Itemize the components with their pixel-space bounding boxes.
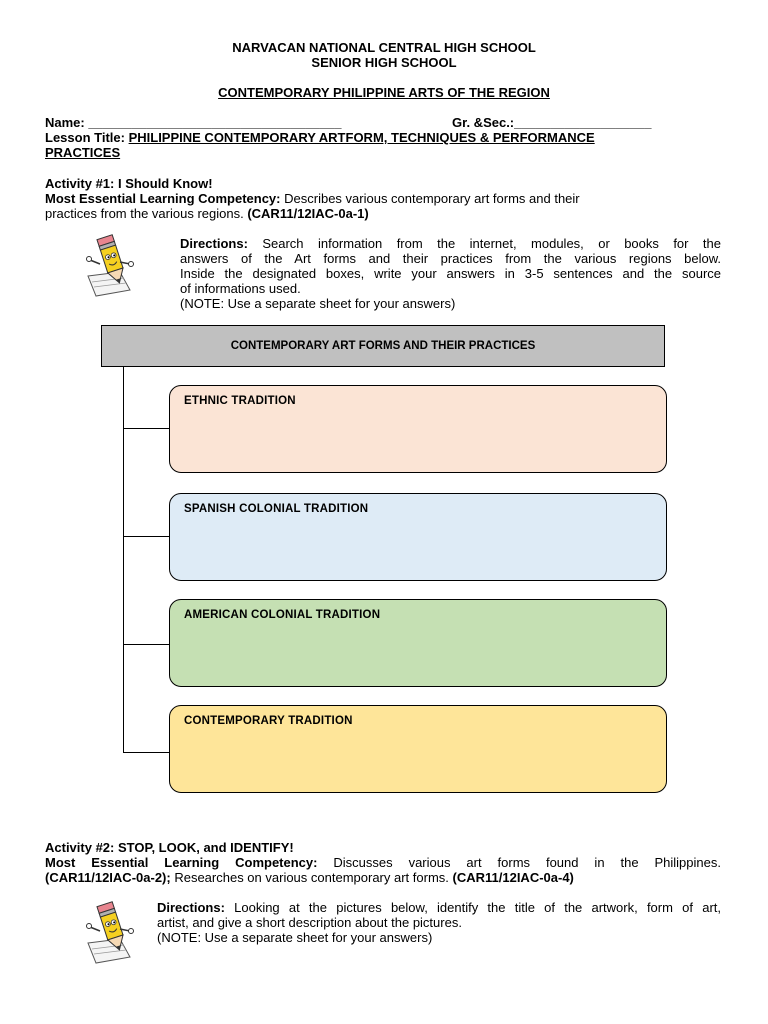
name-label: Name: [45, 115, 85, 130]
activity2-melc-code1: (CAR11/12IAC-0a-2); [45, 870, 171, 885]
connector-ethnic [123, 428, 169, 429]
activity2-melc-text1: Discusses various art forms found in the Philippines. [333, 855, 721, 870]
answer-box-ethnic[interactable] [169, 385, 667, 473]
activity2-note: (NOTE: Use a separate sheet for your answers) [157, 930, 433, 945]
activity2-melc-text2: Researches on various contemporary art forms. [174, 870, 449, 885]
diagram-header [101, 325, 665, 367]
activity2-melc-label: Most Essential Learning Competency: [45, 855, 318, 870]
activity2-directions-line2: artist, and give a short description about the pictures. [157, 915, 462, 930]
school-level: SENIOR HIGH SCHOOL [311, 55, 457, 70]
activity1-directions-line2: answers of the Art forms and their practices from the various regions below. [180, 251, 721, 266]
activity1-melc-label: Most Essential Learning Competency: [45, 191, 281, 206]
box-label-contemporary: CONTEMPORARY TRADITION [184, 715, 353, 727]
lesson-title-line1: PHILIPPINE CONTEMPORARY ARTFORM, TECHNIQUES & PERFORMANCE [128, 130, 595, 145]
lesson-label: Lesson Title: [45, 130, 125, 145]
box-label-spanish: SPANISH COLONIAL TRADITION [184, 503, 369, 515]
answer-box-american[interactable] [169, 599, 667, 687]
name-row [45, 115, 341, 130]
lesson-title-line2: PRACTICES [45, 145, 121, 160]
activity1-melc [45, 191, 725, 206]
diagram-trunk-line [123, 366, 124, 753]
name-blank[interactable]: ___________________________________ [88, 115, 342, 130]
box-label-american: AMERICAN COLONIAL TRADITION [184, 609, 381, 621]
connector-american [123, 644, 169, 645]
activity1-directions [180, 236, 721, 311]
activity2-title: Activity #2: STOP, LOOK, and IDENTIFY! [45, 840, 294, 855]
activity2-melc-cont [45, 870, 574, 885]
activity2-directions [157, 900, 721, 945]
activity1-directions-label: Directions: [180, 236, 248, 251]
activity1-directions-line4: of informations used. [180, 281, 301, 296]
connector-contemporary [123, 752, 169, 753]
answer-box-spanish[interactable] [169, 493, 667, 581]
subject-title: CONTEMPORARY PHILIPPINE ARTS OF THE REGION [218, 85, 550, 100]
lesson-title-row [45, 130, 725, 145]
activity1-note: (NOTE: Use a separate sheet for your answers) [180, 296, 456, 311]
pencil-mascot-icon [80, 898, 142, 966]
grsec-blank[interactable]: ___________________ [514, 115, 652, 130]
answer-box-contemporary[interactable] [169, 705, 667, 793]
activity2-directions-label: Directions: [157, 900, 225, 915]
activity1-directions-line1: Search information from the internet, modules, or books for the [262, 236, 721, 251]
connector-spanish [123, 536, 169, 537]
box-label-ethnic: ETHNIC TRADITION [184, 395, 296, 407]
activity2-melc [45, 855, 721, 870]
activity2-melc-code2: (CAR11/12IAC-0a-4) [452, 870, 574, 885]
activity1-melc-text1: Describes various contemporary art forms and their [284, 191, 580, 206]
grsec-row [452, 115, 652, 130]
activity1-directions-line3: Inside the designated boxes, write your answers in 3-5 sentences and the source [180, 266, 721, 281]
activity1-melc-text2: practices from the various regions. [45, 206, 244, 221]
grsec-label: Gr. &Sec.: [452, 115, 515, 130]
activity1-melc-cont [45, 206, 369, 221]
activity1-title: Activity #1: I Should Know! [45, 176, 213, 191]
activity2-directions-line1: Looking at the pictures below, identify the title of the artwork, form of art, [234, 900, 721, 915]
pencil-mascot-icon [80, 232, 142, 298]
school-name: NARVACAN NATIONAL CENTRAL HIGH SCHOOL [232, 40, 536, 55]
activity1-melc-code: (CAR11/12IAC-0a-1) [247, 206, 369, 221]
diagram-header-text: CONTEMPORARY ART FORMS AND THEIR PRACTICES [230, 340, 536, 352]
